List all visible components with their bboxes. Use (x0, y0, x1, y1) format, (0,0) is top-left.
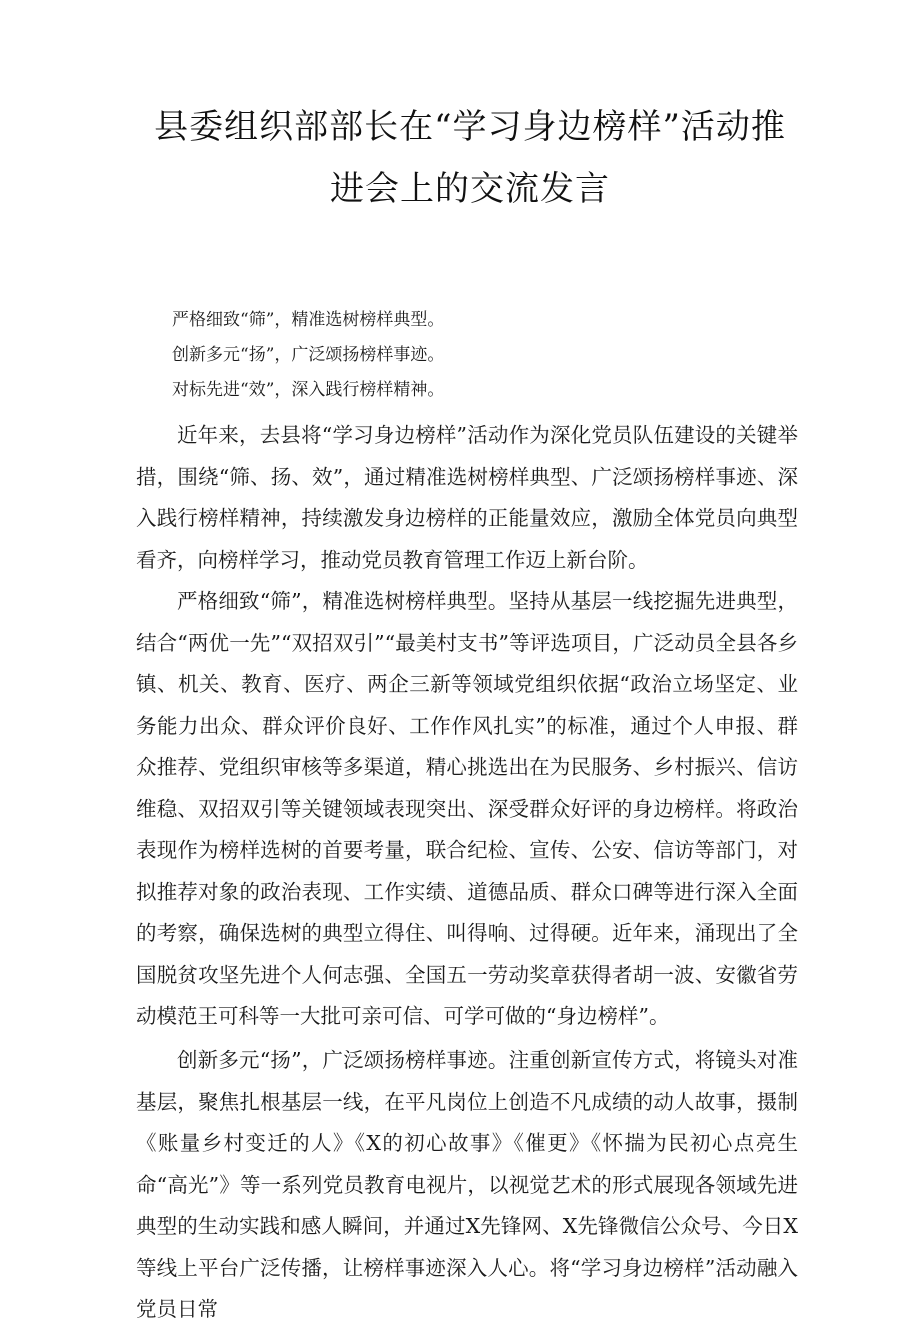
document-title (100, 96, 840, 220)
outline-item-1: 严格细致“筛”，精准选树榜样典型。 (172, 310, 445, 330)
outline-list (172, 303, 792, 408)
title-line-2: 进会上的交流发言 (330, 169, 610, 209)
paragraph-promote-deeds: 创新多元“扬”，广泛颂扬榜样事迹。注重创新宣传方式，将镜头对准基层，聚焦扎根基层一线，在平凡岗位上创造不凡成绩的动人故事，摄制《账量乡村变迁的人》《X的初心故事》《催更》《怀揣为民初心点亮生命“高光”》等一系列党员教育电视片，以视觉艺术的形式展现各领域先进典型的生动实践和感人瞬间，并通过X先锋网、X先锋微信公众号、今日X等线上平台广泛传播，让榜样事迹深入人心。将“学习身边榜样”活动融入党员日常 (136, 1048, 798, 1321)
outline-item-2: 创新多元“扬”，广泛颂扬榜样事迹。 (172, 345, 445, 365)
paragraph-intro: 近年来，去县将“学习身边榜样”活动作为深化党员队伍建设的关键举措，围绕“筛、扬、效”，通过精准选树榜样典型、广泛颂扬榜样事迹、深入践行榜样精神，持续激发身边榜样的正能量效应，激励全体党员向典型看齐，向榜样学习，推动党员教育管理工作迈上新台阶。 (136, 423, 798, 572)
title-line-1: 县委组织部部长在“学习身边榜样”活动推 (154, 107, 786, 147)
paragraph-select-models: 严格细致“筛”，精准选树榜样典型。坚持从基层一线挖掘先进典型，结合“两优一先”“双招双引”“最美村支书”等评选项目，广泛动员全县各乡镇、机关、教育、医疗、两企三新等领域党组织依据“政治立场坚定、业务能力出众、群众评价良好、工作作风扎实”的标准，通过个人申报、群众推荐、党组织审核等多渠道，精心挑选出在为民服务、乡村振兴、信访维稳、双招双引等关键领域表现突出、深受群众好评的身边榜样。将政治表现作为榜样选树的首要考量，联合纪检、宣传、公安、信访等部门，对拟推荐对象的政治表现、工作实绩、道德品质、群众口碑等进行深入全面的考察，确保选树的典型立得住、叫得响、过得硬。近年来，涌现出了全国脱贫攻坚先进个人何志强、全国五一劳动奖章获得者胡一波、安徽省劳动模范王可科等一大批可亲可信、可学可做的“身边榜样”。 (136, 589, 798, 1028)
outline-item-3: 对标先进“效”，深入践行榜样精神。 (172, 380, 445, 400)
